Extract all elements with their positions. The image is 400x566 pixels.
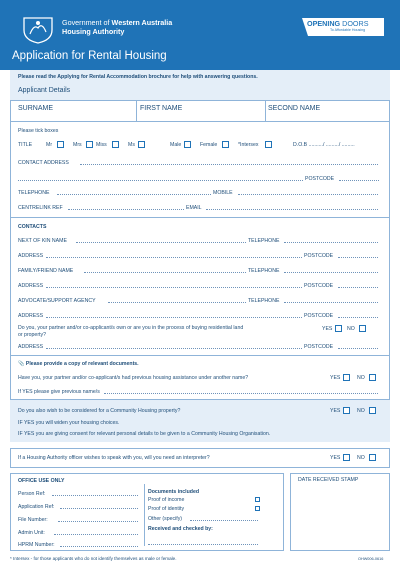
contacts-heading: CONTACTS: [18, 224, 47, 230]
previous-no-label: NO: [357, 375, 365, 381]
previous-yes-checkbox[interactable]: [343, 374, 350, 381]
community-no-label: NO: [357, 408, 365, 414]
advocate-postcode-field[interactable]: [338, 317, 378, 318]
date-stamp-label: DATE RECEIVED STAMP: [298, 477, 359, 483]
proof-identity-checkbox[interactable]: [255, 506, 260, 511]
advocate-postcode-label: POSTCODE: [304, 313, 334, 319]
person-ref-label: Person Ref:: [18, 491, 46, 497]
property-address-label: ADDRESS: [18, 344, 44, 350]
centrelink-label: CENTRELINK REF: [18, 205, 63, 211]
property-no-label: NO: [347, 326, 355, 332]
property-no-checkbox[interactable]: [359, 325, 366, 332]
family-friend-label: FAMILY/FRIEND NAME: [18, 268, 74, 274]
divider: [265, 100, 266, 122]
property-address-field[interactable]: [46, 348, 302, 349]
next-of-kin-telephone-label: TELEPHONE: [248, 238, 280, 244]
received-checked-label: Received and checked by:: [148, 526, 213, 532]
telephone-field[interactable]: [57, 194, 211, 195]
previous-assistance-question: Have you, your partner and/or co-applicant/s had previous housing assistance under another name?: [18, 375, 249, 381]
intersex-footnote: * Intersex - for those applicants who do not identify themselves as male or female.: [10, 556, 177, 561]
applicant-heading: Applicant Details: [18, 87, 71, 94]
next-of-kin-postcode-label: POSTCODE: [304, 253, 334, 259]
community-no-checkbox[interactable]: [369, 407, 376, 414]
admin-unit-field[interactable]: [54, 534, 138, 535]
other-specify-label: Other (specify): [148, 516, 183, 522]
contact-address-field-2[interactable]: [18, 180, 303, 181]
department-name: Housing Authority: [62, 27, 125, 36]
mr-checkbox[interactable]: [57, 141, 64, 148]
tick-boxes-hint: Please tick boxes: [18, 128, 59, 134]
file-number-label: File Number:: [18, 517, 48, 523]
previous-names-label: If YES please give previous name/s: [18, 389, 100, 395]
female-label: Female: [200, 142, 218, 148]
male-checkbox[interactable]: [184, 141, 191, 148]
community-housing-consent: IF YES you are giving consent for relevant personal details to be given to a Community Housing Organisation.: [18, 431, 271, 437]
property-postcode-label: POSTCODE: [304, 344, 334, 350]
application-ref-field[interactable]: [60, 508, 138, 509]
telephone-label: TELEPHONE: [18, 190, 50, 196]
other-specify-field[interactable]: [190, 520, 258, 521]
family-postcode-field[interactable]: [338, 287, 378, 288]
next-of-kin-address-field[interactable]: [46, 257, 302, 258]
received-checked-field[interactable]: [148, 544, 258, 545]
proof-income-checkbox[interactable]: [255, 497, 260, 502]
office-use-heading: OFFICE USE ONLY: [18, 478, 65, 484]
page-title: Application for Rental Housing: [12, 50, 167, 62]
property-postcode-field[interactable]: [338, 348, 378, 349]
family-telephone-label: TELEPHONE: [248, 268, 280, 274]
family-address-label: ADDRESS: [18, 283, 44, 289]
attachment-icon: 📎: [18, 361, 26, 367]
documents-included-heading: Documents included: [148, 489, 200, 495]
date-stamp-box: [290, 473, 390, 551]
mr-label: Mr: [46, 142, 53, 148]
ms-checkbox[interactable]: [138, 141, 145, 148]
surname-label: SURNAME: [18, 105, 54, 112]
admin-unit-label: Admin Unit:: [18, 530, 45, 536]
next-of-kin-postcode-field[interactable]: [338, 257, 378, 258]
advocate-address-label: ADDRESS: [18, 313, 44, 319]
next-of-kin-field[interactable]: [76, 242, 246, 243]
interpreter-yes-checkbox[interactable]: [343, 454, 350, 461]
interpreter-yes-label: YES: [330, 455, 341, 461]
hprm-number-field[interactable]: [60, 546, 138, 547]
ms-label: Ms: [128, 142, 135, 148]
postcode-field[interactable]: [339, 180, 379, 181]
applicant-details-block: [10, 122, 390, 218]
proof-identity-label: Proof of identity: [148, 506, 185, 512]
office-divider: [144, 484, 145, 546]
wa-crest-icon: [20, 14, 56, 44]
family-telephone-field[interactable]: [284, 272, 378, 273]
intersex-checkbox[interactable]: [265, 141, 272, 148]
advocate-telephone-label: TELEPHONE: [248, 298, 280, 304]
contact-address-field[interactable]: [80, 164, 378, 165]
centrelink-field[interactable]: [68, 209, 184, 210]
female-checkbox[interactable]: [222, 141, 229, 148]
hprm-number-label: HPRM Number:: [18, 542, 55, 548]
male-label: Male: [170, 142, 182, 148]
divider: [136, 100, 137, 122]
community-housing-note: IF YES you will widen your housing choices.: [18, 420, 120, 426]
title-label: TITLE: [18, 142, 33, 148]
community-housing-question: Do you also wish to be considered for a Community Housing property?: [18, 408, 181, 414]
advocate-label: ADVOCATE/SUPPORT AGENCY: [18, 298, 96, 304]
interpreter-no-checkbox[interactable]: [369, 454, 376, 461]
advocate-address-field[interactable]: [46, 317, 302, 318]
office-use-block: [10, 473, 284, 551]
application-ref-label: Application Ref:: [18, 504, 55, 510]
advocate-field[interactable]: [108, 302, 246, 303]
first-name-label: FIRST NAME: [140, 105, 183, 112]
next-of-kin-label: NEXT OF KIN NAME: [18, 238, 67, 244]
advocate-telephone-field[interactable]: [284, 302, 378, 303]
opening-doors-tagline: To Affordable Housing: [330, 28, 366, 32]
dob-field[interactable]: D.O.B ........../ ........./ .........: [293, 142, 355, 148]
property-question: Do you, your partner and/or co-applicant/s own or are you in the process of buying residential land: [18, 325, 244, 331]
email-field[interactable]: [206, 209, 378, 210]
mrs-label: Mrs: [73, 142, 82, 148]
contact-address-label: CONTACT ADDRESS: [18, 160, 69, 166]
mrs-checkbox[interactable]: [86, 141, 93, 148]
second-name-label: SECOND NAME: [268, 105, 321, 112]
property-question-cont: or property?: [18, 332, 46, 338]
interpreter-question: If a Housing Authority officer wishes to speak with you, will you need an interpreter?: [18, 455, 210, 461]
copy-docs-note: 📎 Please provide a copy of relevant documents.: [18, 361, 139, 367]
next-of-kin-address-label: ADDRESS: [18, 253, 44, 259]
government-name: Government of Western Australia: [62, 18, 173, 27]
community-yes-checkbox[interactable]: [343, 407, 350, 414]
opening-doors-wordmark: OPENING DOORS: [307, 19, 369, 28]
file-number-field[interactable]: [58, 521, 138, 522]
postcode-label: POSTCODE: [305, 176, 335, 182]
family-friend-field[interactable]: [84, 272, 246, 273]
community-yes-label: YES: [330, 408, 341, 414]
family-address-field[interactable]: [46, 287, 302, 288]
next-of-kin-telephone-field[interactable]: [284, 242, 378, 243]
mobile-label: MOBILE: [213, 190, 233, 196]
miss-checkbox[interactable]: [112, 141, 119, 148]
previous-yes-label: YES: [330, 375, 341, 381]
form-code: OHW006-0616: [358, 557, 384, 561]
email-label: EMAIL: [186, 205, 202, 211]
previous-no-checkbox[interactable]: [369, 374, 376, 381]
miss-label: Miss: [96, 142, 107, 148]
proof-income-label: Proof of income: [148, 497, 185, 503]
interpreter-no-label: NO: [357, 455, 365, 461]
intersex-label: *Intersex: [238, 142, 259, 148]
property-yes-label: YES: [322, 326, 333, 332]
name-row: [10, 100, 390, 122]
mobile-field[interactable]: [238, 194, 378, 195]
person-ref-field[interactable]: [52, 495, 138, 496]
property-yes-checkbox[interactable]: [335, 325, 342, 332]
intro-text: Please read the Applying for Rental Accommodation brochure for help with answering questions.: [18, 74, 258, 80]
previous-names-field[interactable]: [104, 393, 378, 394]
family-postcode-label: POSTCODE: [304, 283, 334, 289]
